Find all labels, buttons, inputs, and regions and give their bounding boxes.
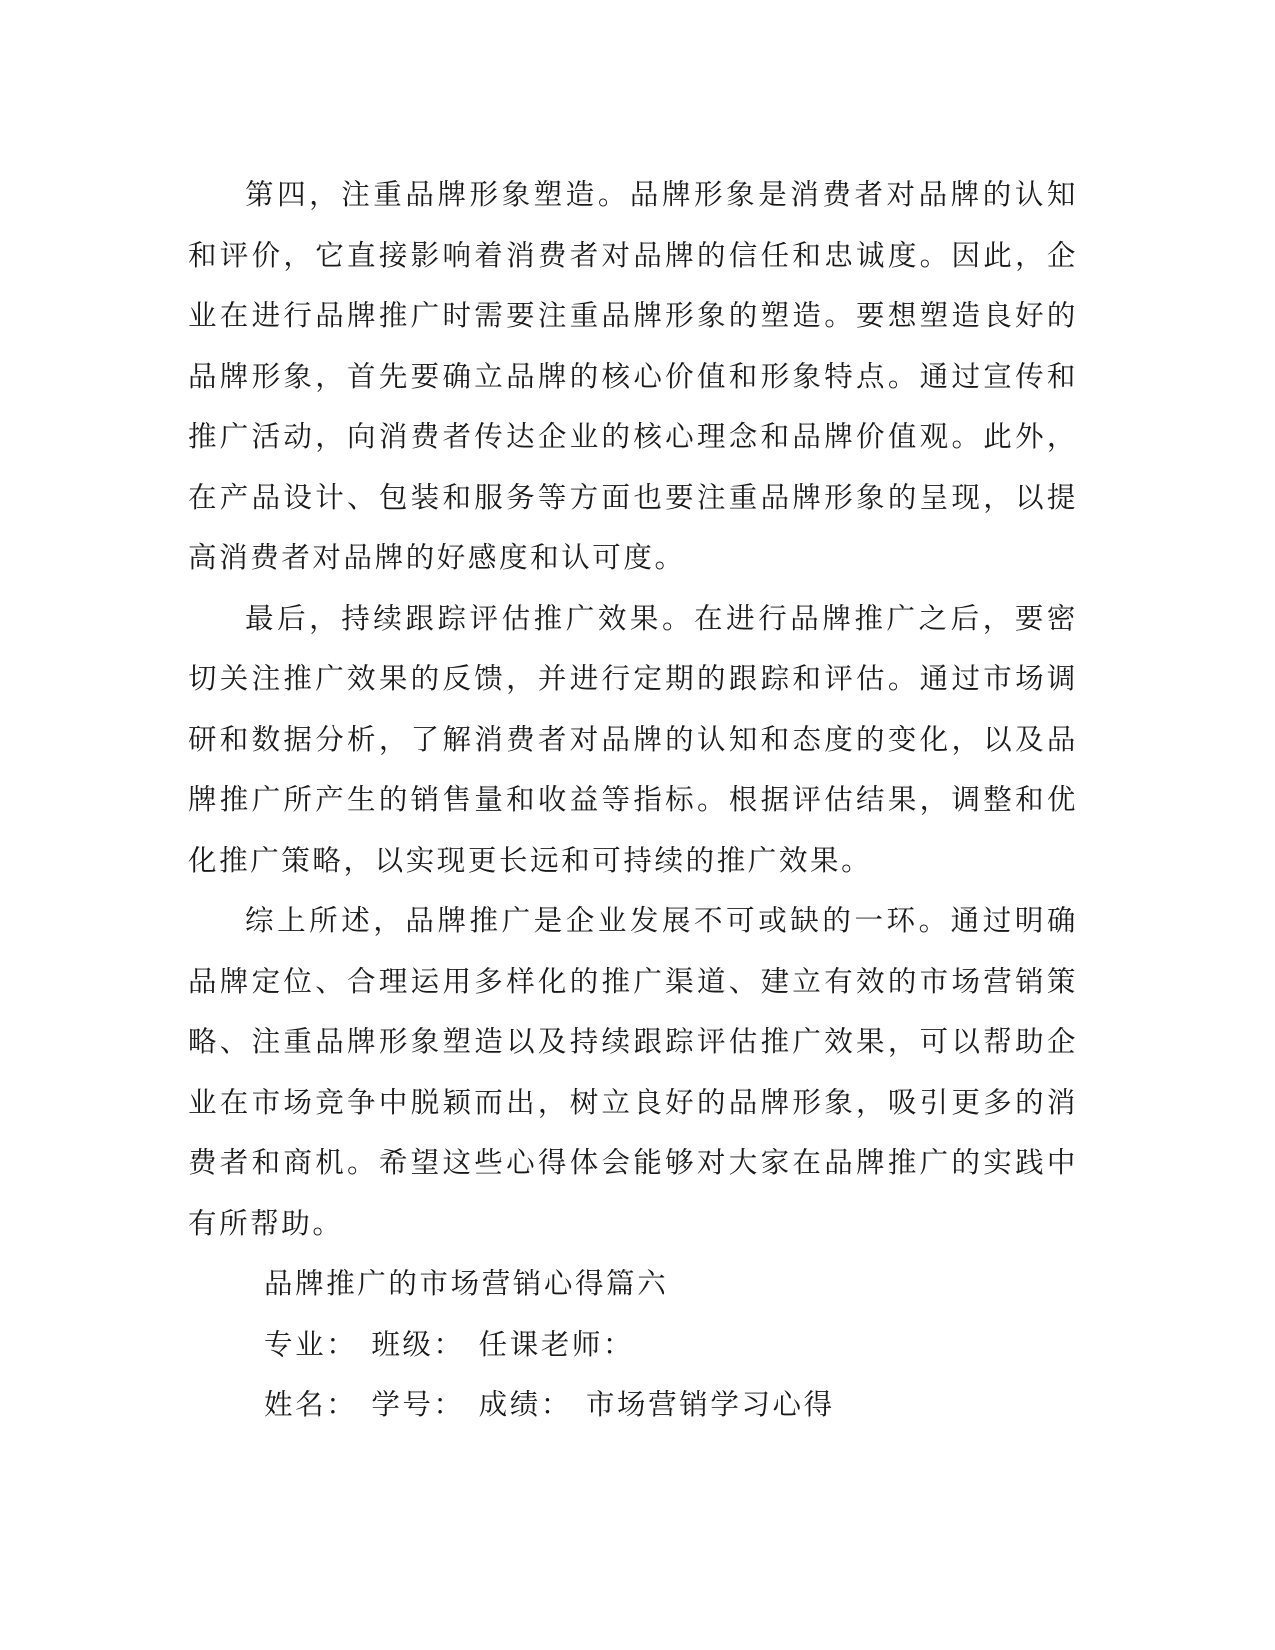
section-title: 品牌推广的市场营销心得篇六	[264, 1267, 669, 1300]
form-line-student-info	[188, 1375, 1078, 1436]
essay-title: 市场营销学习心得	[585, 1388, 835, 1421]
student-id-label: 学号：	[371, 1388, 465, 1421]
paragraph-tracking-evaluation: 最后，持续跟踪评估推广效果。在进行品牌推广之后，要密切关注推广效果的反馈，并进行定期的跟踪和评估。通过市场调研和数据分析，了解消费者对品牌的认知和态度的变化，以及品牌推广所产生的销售量和收益等指标。根据评估结果，调整和优化推广策略，以实现更长远和可持续的推广效果。	[188, 601, 1078, 877]
name-label: 姓名：	[264, 1388, 358, 1421]
major-label: 专业：	[264, 1327, 358, 1361]
form-line-course-info	[188, 1315, 1078, 1376]
grade-label: 成绩：	[478, 1388, 572, 1421]
class-label: 班级：	[371, 1327, 465, 1361]
paragraph-summary: 综上所述，品牌推广是企业发展不可或缺的一环。通过明确品牌定位、合理运用多样化的推广渠道、建立有效的市场营销策略、注重品牌形象塑造以及持续跟踪评估推广效果，可以帮助企业在市场竞争中脱颖而出，树立良好的品牌形象，吸引更多的消费者和商机。希望这些心得体会能够对大家在品牌推广的实践中有所帮助。	[188, 904, 1078, 1240]
document-body	[188, 165, 1078, 1436]
paragraph-brand-image: 第四，注重品牌形象塑造。品牌形象是消费者对品牌的认知和评价，它直接影响着消费者对品牌的信任和忠诚度。因此，企业在进行品牌推广时需要注重品牌形象的塑造。要想塑造良好的品牌形象，首先要确立品牌的核心价值和形象特点。通过宣传和推广活动，向消费者传达企业的核心理念和品牌价值观。此外，在产品设计、包装和服务等方面也要注重品牌形象的呈现，以提高消费者对品牌的好感度和认可度。	[188, 178, 1078, 574]
teacher-label: 任课老师：	[478, 1327, 635, 1361]
